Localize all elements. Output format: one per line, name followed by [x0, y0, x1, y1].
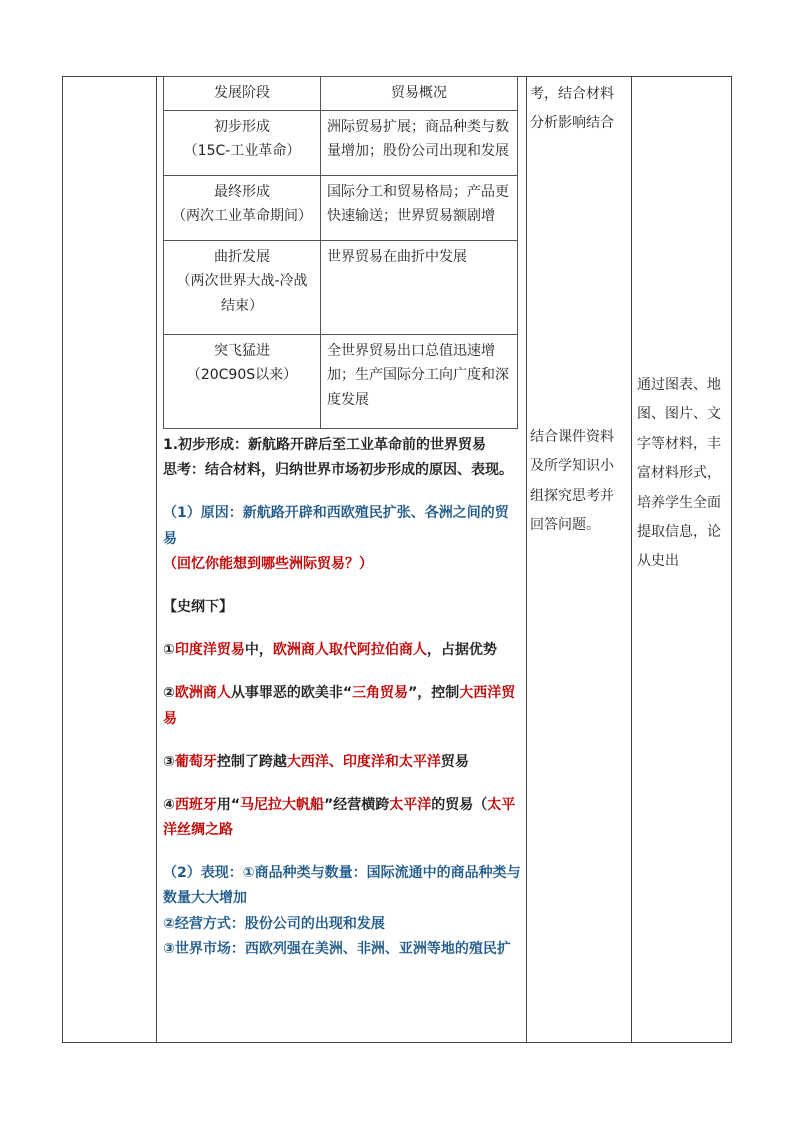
cause-main: （1）原因：新航路开辟和西欧殖民扩张、各洲之间的贸易 [163, 505, 509, 547]
student-activity-middle: 结合课件资料及所学知识小组探究思考并回答问题。 [530, 429, 614, 534]
lesson-content [163, 433, 521, 962]
table-row [164, 334, 518, 428]
section-heading: 1.初步形成：新航路开辟后至工业革命前的世界贸易 [163, 437, 487, 453]
stage-name: 最终形成 [214, 183, 270, 200]
trade-stage-table [163, 76, 518, 429]
stage-period: （15C-工业革命） [183, 143, 301, 159]
table-row [164, 110, 518, 175]
column-divider [631, 77, 632, 1042]
stage-name: 初步形成 [214, 118, 270, 135]
student-activity-top: 考，结合材料分析影响结合 [530, 86, 614, 132]
header-overview: 贸易概况 [321, 77, 518, 111]
design-intent: 通过图表、地图、图片、文字等材料，丰富材料形式，培养学生全面提取信息，论从史出 [637, 377, 721, 570]
stage-desc: 国际分工和贸易格局；产品更快速输送；世界贸易额剧增 [321, 175, 518, 240]
thinking-question: 思考：结合材料，归纳世界市场初步形成的原因、表现。 [163, 462, 513, 479]
stage-desc: 世界贸易在曲折中发展 [321, 240, 518, 334]
performance-1: （2）表现：①商品种类与数量：国际流通中的商品种类与数量大大增加 [163, 865, 521, 907]
stage-period: （20C90S以来） [186, 367, 298, 383]
header-stage: 发展阶段 [164, 77, 321, 111]
column-divider [156, 77, 157, 1042]
table-row [164, 240, 518, 334]
stage-desc: 洲际贸易扩展；商品种类与数量增加；股份公司出现和发展 [321, 110, 518, 175]
performance-2: ②经营方式：股份公司的出现和发展 [163, 915, 385, 932]
performance-3: ③世界市场：西欧列强在美洲、非洲、亚洲等地的殖民扩 [163, 940, 511, 957]
cause-note: （回忆你能想到哪些洲际贸易？） [163, 555, 373, 572]
point-3: ③葡萄牙控制了跨越大西洋、印度洋和太平洋贸易 [163, 753, 469, 770]
point-4: ④西班牙用“马尼拉大帆船”经营横跨太平洋的贸易（太平洋丝绸之路 [163, 796, 516, 839]
stage-desc: 全世界贸易出口总值迅速增加；生产国际分工向广度和深度发展 [321, 334, 518, 428]
column-divider [526, 77, 527, 1042]
stage-period: （两次世界大战-冷战结束） [176, 273, 308, 314]
stage-name: 突飞猛进 [214, 342, 270, 359]
stage-name: 曲折发展 [214, 248, 270, 265]
section-title: 【史纲下】 [163, 598, 233, 615]
point-2: ②欧洲商人从事罪恶的欧美非“三角贸易”，控制大西洋贸易 [163, 685, 516, 727]
table-row [164, 175, 518, 240]
point-1: ①印度洋贸易中，欧洲商人取代阿拉伯商人，占据优势 [163, 642, 497, 659]
stage-period: （两次工业革命期间） [172, 208, 312, 224]
